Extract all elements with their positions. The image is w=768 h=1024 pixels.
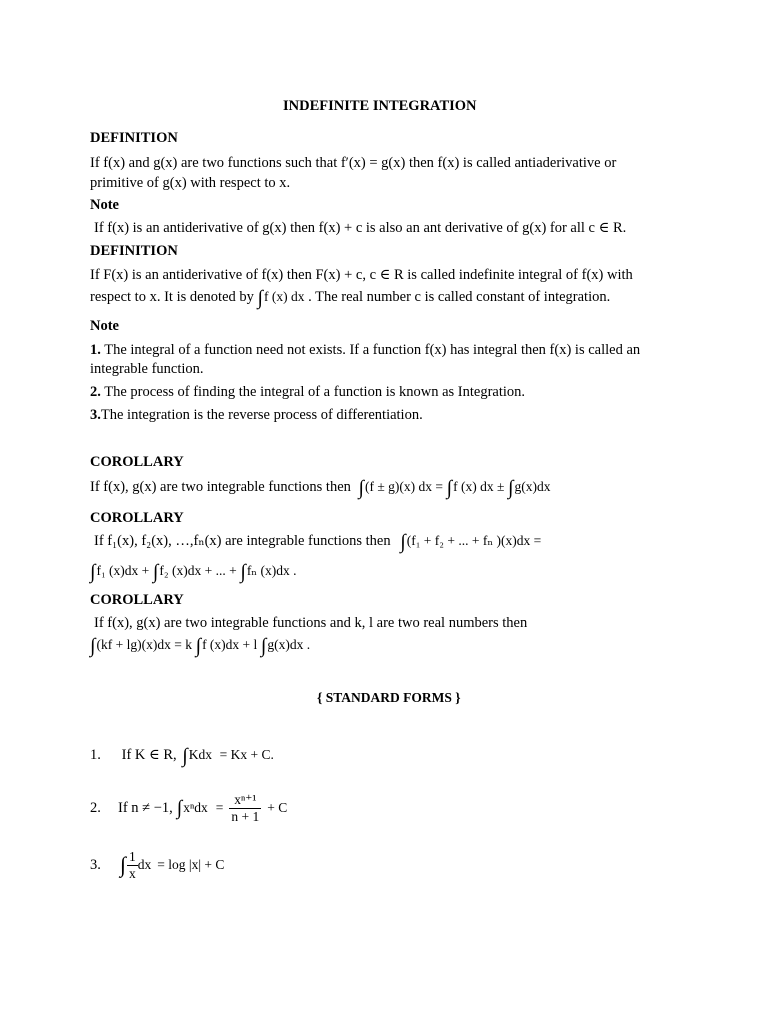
definition-text-line xyxy=(90,288,610,307)
math-expression: dx xyxy=(137,857,152,872)
integral-sign: ∫ xyxy=(508,477,514,499)
integral-sign: ∫ xyxy=(120,852,127,877)
math-result: = log |x| + C xyxy=(157,857,225,872)
note-item-number: 2. xyxy=(90,384,101,400)
item-number: 3. xyxy=(90,857,101,873)
note-item-text: The integration is the reverse process of differentiation. xyxy=(100,407,423,423)
integral-sign: ∫ xyxy=(240,561,246,583)
note-text: If f(x) is an antiderivative of g(x) then f(x) + c is also an ant derivative of g(x) for all c ∈ R. xyxy=(94,220,627,236)
integral-sign: ∫ xyxy=(152,561,159,583)
definition-text-line: If F(x) is an antiderivative of f(x) then F(x) + c, c ∈ R is called indefinite integral of f(x) with xyxy=(90,267,633,283)
integral-sign: ∫ xyxy=(90,561,96,583)
corollary-expression-line xyxy=(90,636,310,655)
standard-form-item xyxy=(90,844,224,886)
fraction-denominator: n + 1 xyxy=(231,808,260,824)
note-heading: Note xyxy=(90,197,119,213)
math-expression: f (x) dx xyxy=(264,289,305,304)
math-expression: f₂ (x)dx + ... + xyxy=(159,563,237,578)
corollary-heading: COROLLARY xyxy=(90,592,184,608)
math-expression: (f ± g)(x) dx = xyxy=(365,479,444,494)
section-heading: { STANDARD FORMS } xyxy=(317,690,461,705)
item-condition: If n ≠ −1, xyxy=(118,800,173,816)
note-heading: Note xyxy=(90,318,119,334)
definition-text-line: If f(x) and g(x) are two functions such that f′(x) = g(x) then f(x) is called antiaderivative or xyxy=(90,155,617,171)
integral-sign: ∫ xyxy=(400,531,406,553)
fraction-numerator: xⁿ⁺¹ xyxy=(234,791,257,807)
corollary-heading: COROLLARY xyxy=(90,454,184,470)
note-item xyxy=(90,383,525,401)
math-equals: = xyxy=(215,800,224,815)
note-item xyxy=(90,341,640,359)
fraction-numerator: 1 xyxy=(129,848,136,864)
corollary-heading: COROLLARY xyxy=(90,510,184,526)
math-expression: fₙ (x)dx . xyxy=(246,563,297,578)
fraction-denominator: x xyxy=(129,865,136,881)
math-expression: Kdx xyxy=(188,747,213,762)
standard-form-item xyxy=(90,746,274,765)
integral-sign: ∫ xyxy=(446,477,453,499)
corollary-statement xyxy=(94,532,541,551)
math-expression: f₁ (x)dx + xyxy=(96,563,150,578)
definition-text: . The real number c is called constant of integration. xyxy=(308,289,611,305)
item-number: 1. xyxy=(90,747,101,763)
math-result: + C xyxy=(267,800,288,815)
note-item-number: 3. xyxy=(90,407,101,423)
fraction xyxy=(127,849,138,882)
math-expression: g(x)dx . xyxy=(267,637,311,652)
math-expression: f (x) dx ± xyxy=(453,479,505,494)
integral-sign: ∫ xyxy=(182,745,188,767)
definition-text: respect to x. It is denoted by xyxy=(90,289,254,305)
integral-sign: ∫ xyxy=(195,635,202,657)
math-expression: xⁿdx xyxy=(183,800,208,815)
integral-sign: ∫ xyxy=(358,477,365,499)
item-number: 2. xyxy=(90,800,101,816)
definition-heading: DEFINITION xyxy=(90,130,178,146)
integral-sign: ∫ xyxy=(257,287,263,309)
math-expression: g(x)dx xyxy=(514,479,551,494)
definition-heading: DEFINITION xyxy=(90,243,178,259)
corollary-text: If f₁(x), f₂(x), …,fₙ(x) are integrable functions then xyxy=(94,533,391,549)
math-expression: (kf + lg)(x)dx = k xyxy=(96,637,192,652)
math-expression: f (x)dx + l xyxy=(202,637,258,652)
corollary-text: If f(x), g(x) are two integrable functions then xyxy=(90,479,351,495)
item-condition: If K ∈ R, xyxy=(121,747,177,763)
note-item-text: The integral of a function need not exists. If a function f(x) has integral then f(x) is called an xyxy=(100,342,641,358)
integral-sign: ∫ xyxy=(90,635,96,657)
corollary-statement: If f(x), g(x) are two integrable functions and k, l are two real numbers then xyxy=(94,615,528,631)
math-expression: (f₁ + f₂ + ... + fₙ )(x)dx = xyxy=(406,533,542,548)
page-title: INDEFINITE INTEGRATION xyxy=(283,98,477,114)
integral-sign: ∫ xyxy=(176,797,183,819)
corollary-expression-line xyxy=(90,562,297,581)
corollary-statement xyxy=(90,478,551,497)
fraction xyxy=(229,792,261,825)
math-result: = Kx + C. xyxy=(219,747,274,762)
note-item-number: 1. xyxy=(90,342,101,358)
standard-form-item xyxy=(90,786,287,830)
note-item-text: The process of finding the integral of a function is known as Integration. xyxy=(100,384,526,400)
definition-text-line: primitive of g(x) with respect to x. xyxy=(90,175,291,191)
note-item-continuation: integrable function. xyxy=(90,361,204,377)
integral-sign: ∫ xyxy=(260,635,267,657)
note-item xyxy=(90,406,423,424)
